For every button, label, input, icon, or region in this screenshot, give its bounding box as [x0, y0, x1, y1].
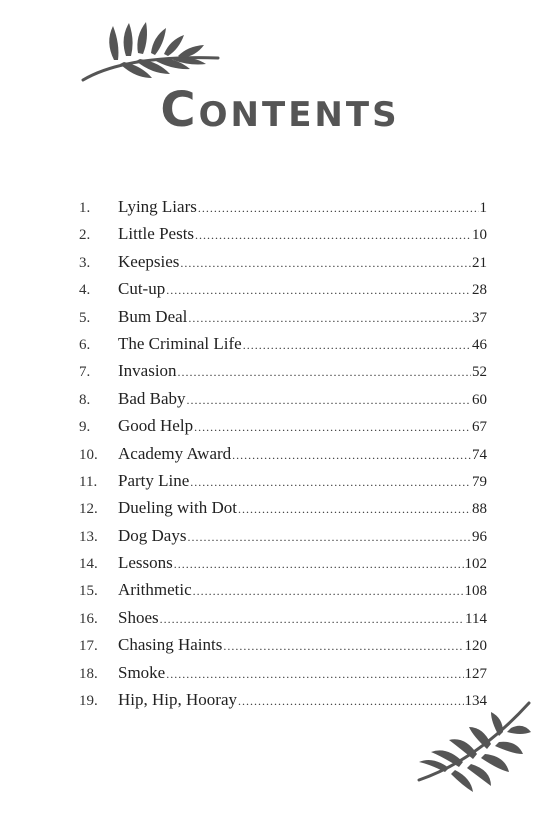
chapter-title: Smoke [118, 662, 166, 682]
dot-leader [180, 256, 471, 271]
chapter-title: Good Help [118, 416, 194, 436]
page-number: 120 [464, 638, 487, 655]
page-number: 96 [472, 528, 487, 545]
toc-entry [79, 608, 487, 635]
chapter-number: 14. [79, 556, 98, 573]
dot-leader [194, 420, 471, 435]
page-number: 102 [464, 556, 487, 573]
chapter-title: Dueling with Dot [118, 498, 237, 518]
page-number: 1 [479, 200, 487, 216]
toc-entry [79, 635, 487, 662]
toc-entry [79, 224, 487, 251]
dot-leader [188, 311, 471, 326]
dot-leader [187, 393, 471, 408]
chapter-title: The Criminal Life [118, 333, 242, 353]
dot-leader [190, 475, 471, 490]
page-number: 52 [472, 364, 487, 381]
toc-entry [79, 416, 487, 443]
chapter-title: Hip, Hip, Hooray [118, 690, 237, 710]
dot-leader [166, 667, 463, 682]
chapter-title: Academy Award [118, 443, 232, 463]
toc-entry [79, 526, 487, 553]
dot-leader [178, 365, 471, 380]
dot-leader [198, 201, 479, 216]
chapter-title: Dog Days [118, 525, 187, 545]
leaf-branch-icon [80, 20, 220, 85]
chapter-number: 10. [79, 446, 98, 463]
chapter-number: 3. [79, 254, 91, 271]
toc-entry [79, 197, 487, 224]
toc-entry [79, 389, 487, 416]
dot-leader [166, 283, 471, 298]
chapter-number: 4. [79, 282, 91, 299]
chapter-number: 15. [79, 583, 98, 600]
page-number: 127 [464, 665, 487, 682]
chapter-title: Bum Deal [118, 306, 188, 326]
toc-entry [79, 498, 487, 525]
toc-entry [79, 334, 487, 361]
page-number: 28 [472, 282, 487, 299]
chapter-number: 16. [79, 610, 98, 627]
chapter-title: Little Pests [118, 224, 195, 244]
chapter-number: 17. [79, 638, 98, 655]
toc-entry [79, 252, 487, 279]
toc-entry [79, 663, 487, 690]
chapter-number: 12. [79, 501, 98, 518]
chapter-title: Lying Liars [118, 197, 197, 216]
page-number: 60 [472, 391, 487, 408]
dot-leader [174, 557, 464, 572]
page-number: 37 [472, 309, 487, 326]
chapter-number: 13. [79, 528, 98, 545]
chapter-number: 2. [79, 227, 91, 244]
chapter-title: Bad Baby [118, 388, 186, 408]
page-number: 134 [464, 693, 487, 710]
page-number: 46 [472, 336, 487, 353]
dot-leader [232, 448, 471, 463]
dot-leader [187, 530, 471, 545]
toc-entry [79, 361, 487, 388]
chapter-number: 5. [79, 309, 91, 326]
page-title: Contents [160, 82, 400, 138]
toc-entry [79, 553, 487, 580]
chapter-number: 11. [79, 473, 98, 490]
dot-leader [223, 639, 463, 654]
chapter-number: 8. [79, 391, 91, 408]
chapter-title: Lessons [118, 553, 173, 573]
toc-entry [79, 307, 487, 334]
chapter-title: Keepsies [118, 251, 180, 271]
page-number: 79 [472, 473, 487, 490]
chapter-title: Shoes [118, 607, 159, 627]
chapter-number: 9. [79, 419, 91, 436]
dot-leader [193, 584, 464, 599]
toc-entry [79, 279, 487, 306]
chapter-title: Party Line [118, 470, 190, 490]
toc-entry [79, 580, 487, 607]
dot-leader [160, 612, 464, 627]
chapter-number: 1. [79, 200, 91, 216]
chapter-number: 6. [79, 336, 91, 353]
chapter-number: 18. [79, 665, 98, 682]
chapter-title: Chasing Haints [118, 635, 223, 655]
page-number: 67 [472, 419, 487, 436]
page-number: 21 [472, 254, 487, 271]
chapter-number: 19. [79, 693, 98, 710]
page-number: 10 [472, 227, 487, 244]
toc-entry [79, 444, 487, 471]
page-number: 74 [472, 446, 487, 463]
dot-leader [195, 228, 471, 243]
dot-leader [243, 338, 471, 353]
chapter-title: Arithmetic [118, 580, 192, 600]
chapter-number: 7. [79, 364, 91, 381]
page-number: 108 [464, 583, 487, 600]
page-number: 88 [472, 501, 487, 518]
chapter-title: Invasion [118, 361, 177, 381]
chapter-title: Cut-up [118, 279, 166, 299]
table-of-contents [79, 197, 487, 717]
leaf-branch-icon [415, 700, 535, 792]
toc-entry [79, 471, 487, 498]
dot-leader [238, 502, 471, 517]
page-number: 114 [465, 610, 487, 627]
